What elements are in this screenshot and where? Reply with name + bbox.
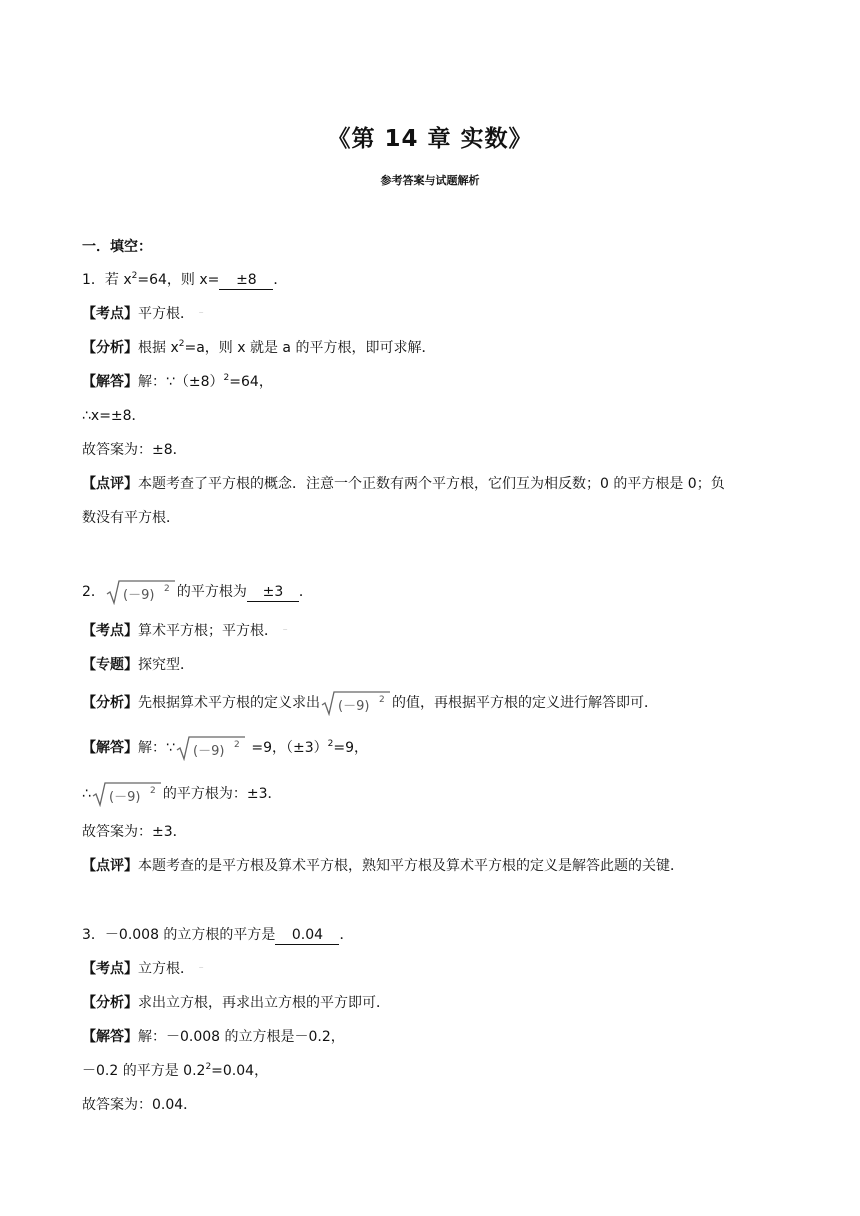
jieda-label: 【解答】 [82,740,138,756]
q1-text: =64，则 x= [137,272,220,288]
page-subtitle: 参考答案与试题解析 [380,174,480,187]
sqrt-expression [106,579,176,605]
dianping-label: 【点评】 [82,476,138,492]
q2-line2 [82,781,282,807]
q1-line2: ∴x=±8． [82,408,146,424]
q3-kaodian [82,959,204,981]
section-title: 一．填空： [82,239,152,255]
jieda-label: 【解答】 [82,1029,138,1045]
kaodian-label: 【考点】 [82,306,138,322]
jieda-text-c: =9， [333,740,369,756]
fenxi-text-b: =a，则 x 就是 a 的平方根，即可求解． [184,340,436,356]
kaodian-text: 立方根． [138,961,194,977]
jieda-text-a: 解：∵（±8） [138,374,224,390]
sqrt-expression [176,735,246,761]
line2-text-b: =0.04， [211,1063,269,1079]
fenxi-exponent: 2 [178,339,185,349]
q3-text: 3．－0.008 的立方根的平方是 [82,927,276,943]
line2-text: 的平方根为：±3． [162,786,282,802]
q2-jieda [82,735,368,761]
svg-text:2: 2 [379,695,385,705]
q2-zhuanti [82,655,194,675]
svg-text:(－9): (－9) [108,790,141,805]
dianping-label: 【点评】 [82,858,138,874]
kaodian-text: 平方根． [138,306,194,322]
kaodian-text: 算术平方根；平方根． [138,623,278,639]
therefore-symbol: ∴ [82,786,91,802]
q2-fenxi [82,690,658,716]
q3-line2 [82,1061,268,1081]
line2-exponent: 2 [205,1062,212,1072]
fenxi-label: 【分析】 [82,695,138,711]
fenxi-label: 【分析】 [82,340,138,356]
zhuanti-text: 探究型． [138,657,194,673]
dianping-text-a: 本题考查了平方根的概念．注意一个正数有两个平方根，它们互为相反数；0 的平方根是 0；负 [138,476,725,492]
q2-kaodian [82,621,288,643]
fenxi-label: 【分析】 [82,995,138,1011]
jieda-text: 解：－0.008 的立方根是－0.2， [138,1029,345,1045]
q2-question [82,579,313,605]
q3-answer-blank: 0.04 [275,926,339,945]
q1-fenxi [82,338,435,358]
zhuanti-label: 【专题】 [82,657,138,673]
jieda-exponent: 2 [223,373,230,383]
jieda-text-b: =64， [229,374,273,390]
q2-answer-blank: ±3 [247,583,299,602]
q1-kaodian [82,304,204,326]
q1-jieda [82,372,273,392]
svg-text:(－9): (－9) [122,588,155,603]
q1-exponent: 2 [131,271,138,281]
svg-text:2: 2 [163,584,170,594]
fenxi-text-b: 的值，再根据平方根的定义进行解答即可． [392,695,658,711]
jieda-label: 【解答】 [82,374,138,390]
page-title: 《第 14 章 实数》 [327,126,533,152]
q3-final: 故答案为：0.04． [82,1097,198,1113]
link-mark-icon: ⁻ [198,965,204,976]
sqrt-expression [92,781,162,807]
kaodian-label: 【考点】 [82,961,138,977]
sqrt-expression [321,690,391,716]
jieda-exponent: 2 [327,739,334,749]
q3-jieda [82,1027,345,1047]
q1-number: 1．若 x [82,272,132,288]
q3-fenxi [82,993,390,1013]
q2-number: 2． [82,584,105,600]
q2-dianping [82,856,684,876]
q1-end: ． [273,272,288,288]
svg-text:(－9): (－9) [192,744,225,759]
q2-final: 故答案为：±3． [82,824,187,840]
q1-dianping-cont: 数没有平方根． [82,510,180,526]
q2-end: ． [298,584,313,600]
dianping-text: 本题考查的是平方根及算术平方根，熟知平方根及算术平方根的定义是解答此题的关键． [138,858,684,874]
svg-text:2: 2 [233,740,240,750]
fenxi-text: 求出立方根，再求出立方根的平方即可． [138,995,390,1011]
q1-final: 故答案为：±8． [82,442,187,458]
jieda-text-b: =9，（±3） [246,740,328,756]
q2-text: 的平方根为 [176,584,247,600]
q3-question [82,925,353,945]
q1-question [82,270,287,290]
link-mark-icon: ⁻ [198,310,204,321]
link-mark-icon: ⁻ [282,627,288,638]
q1-answer-blank: ±8 [219,271,273,290]
kaodian-label: 【考点】 [82,623,138,639]
jieda-text-a: 解：∵ [138,740,175,756]
fenxi-text-a: 根据 x [138,340,179,356]
svg-text:2: 2 [149,786,156,796]
svg-text:(－9): (－9) [338,699,370,714]
fenxi-text-a: 先根据算术平方根的定义求出 [138,695,320,711]
q3-end: ． [339,927,354,943]
line2-text-a: －0.2 的平方是 0.2 [82,1063,206,1079]
q1-dianping [82,474,725,494]
